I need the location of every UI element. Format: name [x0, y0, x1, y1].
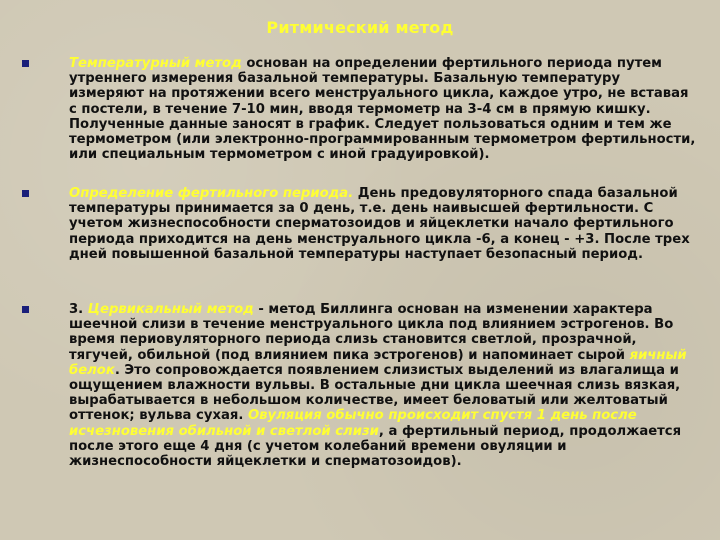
bullet-icon — [22, 60, 29, 67]
highlight-term: Цервикальный метод — [87, 302, 254, 317]
highlight-ovulation-note: Овуляция обычно происходит спустя 1 день после исчезновения обильной и светлой слизи — [69, 408, 637, 439]
slide-title: Ритмический метод — [266, 18, 454, 37]
list-item-text — [69, 302, 699, 469]
highlight-term: Определение фертильного периода. — [69, 186, 354, 201]
highlight-term-egg-white: яичный белок — [69, 347, 687, 378]
bullet-icon — [22, 190, 29, 197]
paragraph-text: День предовуляторного спада базальной температуры принимается за 0 день, т.е. день наивысшей фертильности. С учетом жизнеспособности сперматозоидов и яйцеклетки начало фертильного периода приходится на день менструального цикла -6, а конец - +3. После трех дней повышенной базальной температуры наступает безопасный период. — [69, 186, 690, 262]
list-item-text — [69, 186, 699, 262]
paragraph-text-c: , а фертильный период, продолжается после этого еще 4 дня (с учетом колебаний времени овуляции и жизнеспособности яйцеклетки и сперматозоидов). — [69, 423, 682, 470]
list-item-text — [69, 56, 699, 162]
paragraph-text-a: - метод Биллинга основан на изменении характера шеечной слизи в течение менструального цикла под влиянием эстрогенов. Во время периовуляторного периода слизь становится светлой, прозрачной, тягучей, обильной (под влиянием пика эстрогенов) и напоминает сырой — [69, 302, 674, 363]
paragraph-text: основан на определении фертильного периода путем утреннего измерения базальной температуры. Базальную температуру измеряют на протяжении всего менструального цикла, каждое утро, не вставая с постели, в течение 7-10 мин, вводя термометр на 3-4 см в прямую кишку. Полученные данные заносят в график. Следует пользоваться одним и тем же термометром (или электронно-программированным термометром фертильности, или специальным термометром с иной градуировкой). — [69, 56, 696, 163]
item-number: 3. — [69, 302, 88, 317]
bullet-icon — [22, 306, 29, 313]
highlight-term: Температурный метод — [69, 56, 242, 71]
paragraph-text-b: . Это сопровождается появлением слизистых выделений из влагалища и ощущением влажности вульвы. В остальные дни цикла шеечная слизь вязкая, вырабатывается в небольшом количестве, имеет беловатый или желтоватый оттенок; вульва сухая. — [69, 362, 681, 424]
